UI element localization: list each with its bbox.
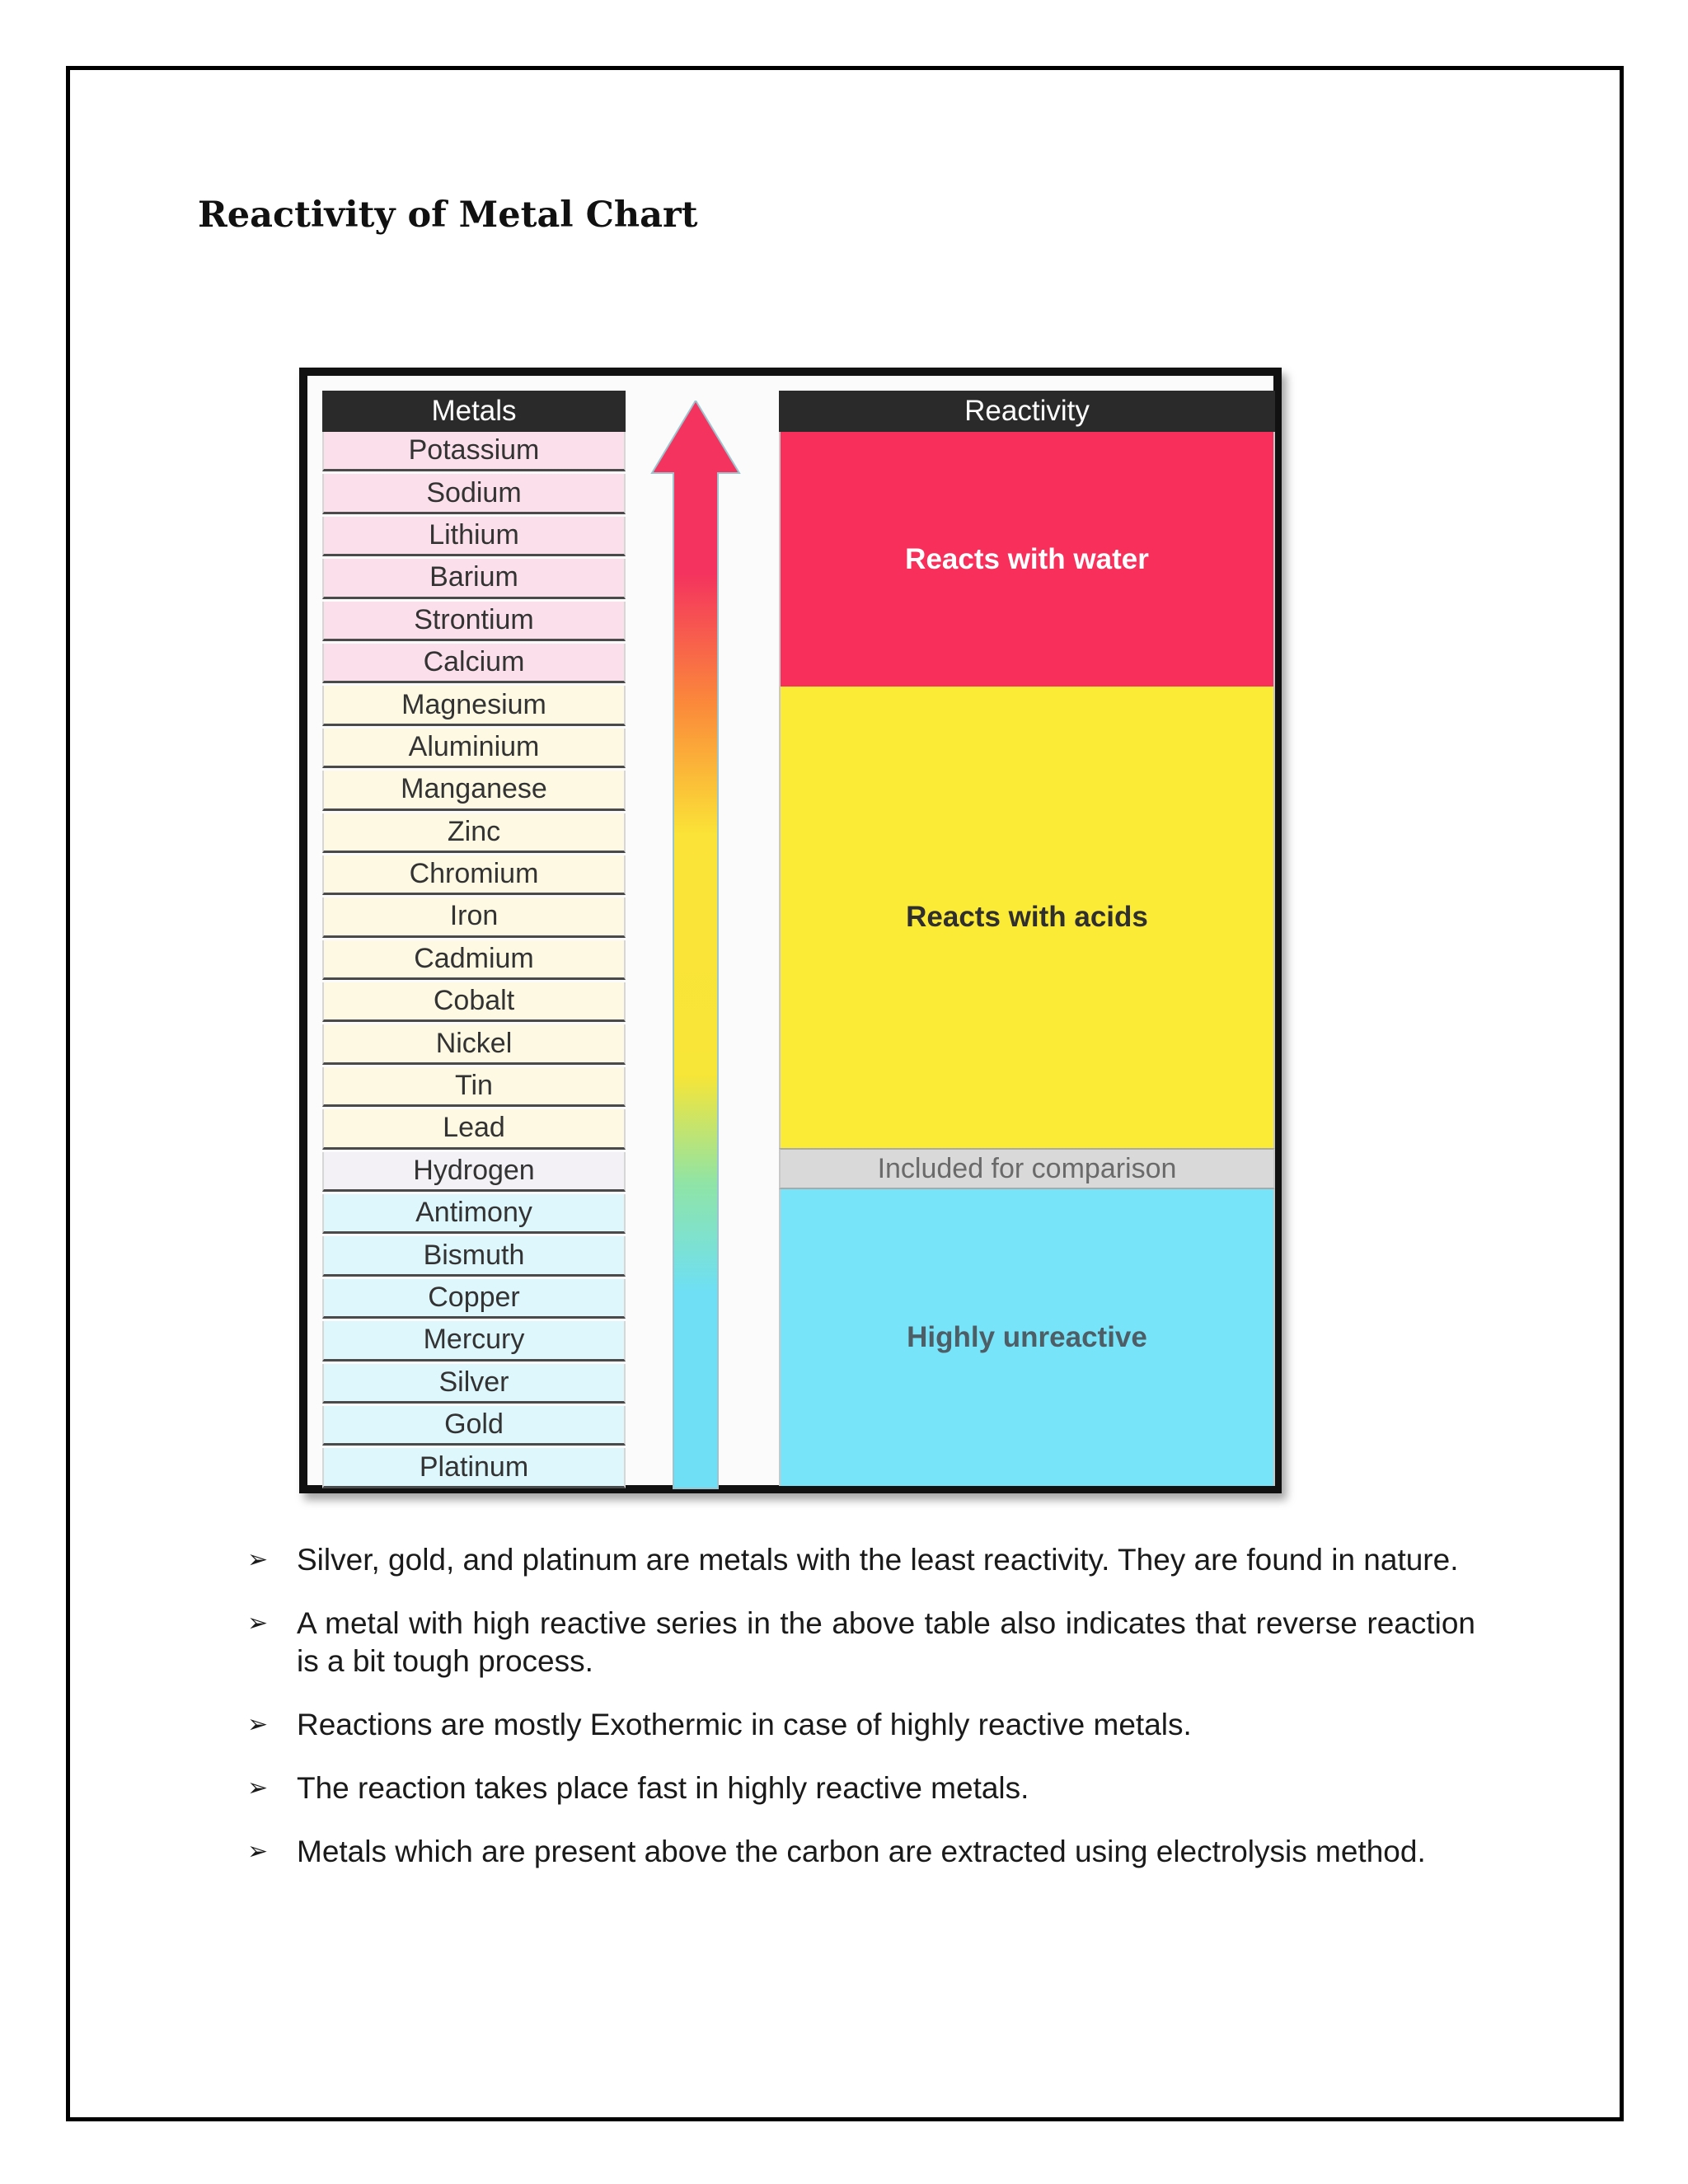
arrowhead-bullet-icon: ➢ bbox=[247, 1774, 269, 1802]
metal-row: Gold bbox=[322, 1406, 626, 1446]
bullet-item bbox=[239, 1769, 1475, 1807]
bullet-text: A metal with high reactive series in the above table also indicates that reverse reaction is a bit tough process. bbox=[297, 1606, 1475, 1678]
arrowhead-bullet-icon: ➢ bbox=[247, 1711, 269, 1738]
bullet-item bbox=[239, 1541, 1475, 1579]
metal-row: Cadmium bbox=[322, 940, 626, 980]
bullet-text: Metals which are present above the carbon are extracted using electrolysis method. bbox=[297, 1835, 1426, 1868]
page-title: Reactivity of Metal Chart bbox=[198, 194, 698, 236]
arrowhead-bullet-icon: ➢ bbox=[247, 1546, 269, 1573]
metal-row: Cobalt bbox=[322, 982, 626, 1022]
metal-row: Zinc bbox=[322, 813, 626, 853]
metals-list bbox=[322, 432, 626, 1488]
metal-row: Platinum bbox=[322, 1448, 626, 1488]
metal-row: Calcium bbox=[322, 644, 626, 683]
reactivity-column bbox=[779, 391, 1275, 1486]
metal-row: Mercury bbox=[322, 1321, 626, 1361]
reactivity-header: Reactivity bbox=[779, 391, 1275, 432]
metal-row: Magnesium bbox=[322, 686, 626, 725]
metal-row: Bismuth bbox=[322, 1236, 626, 1276]
metal-row: Nickel bbox=[322, 1024, 626, 1064]
metal-row: Lithium bbox=[322, 517, 626, 556]
metal-row: Potassium bbox=[322, 432, 626, 471]
metal-row: Barium bbox=[322, 559, 626, 598]
metal-row: Tin bbox=[322, 1067, 626, 1107]
bullet-text: Silver, gold, and platinum are metals with the least reactivity. They are found in nature. bbox=[297, 1543, 1459, 1577]
metal-row: Iron bbox=[322, 898, 626, 937]
metal-row: Hydrogen bbox=[322, 1152, 626, 1192]
metal-row: Manganese bbox=[322, 771, 626, 810]
arrowhead-bullet-icon: ➢ bbox=[247, 1838, 269, 1865]
bullet-item bbox=[239, 1706, 1475, 1744]
metals-column bbox=[322, 391, 626, 1488]
metal-row: Aluminium bbox=[322, 729, 626, 768]
metals-header: Metals bbox=[322, 391, 626, 432]
metal-row: Antimony bbox=[322, 1194, 626, 1234]
band-included-for-comparison: Included for comparison bbox=[779, 1148, 1275, 1189]
metal-row: Copper bbox=[322, 1279, 626, 1319]
arrowhead-bullet-icon: ➢ bbox=[247, 1610, 269, 1637]
band-reacts-with-acids: Reacts with acids bbox=[779, 687, 1275, 1148]
band-highly-unreactive: Highly unreactive bbox=[779, 1189, 1275, 1486]
band-reacts-with-water: Reacts with water bbox=[779, 432, 1275, 687]
metal-row: Strontium bbox=[322, 602, 626, 641]
metal-row: Sodium bbox=[322, 474, 626, 513]
bullet-item bbox=[239, 1605, 1475, 1680]
metal-row: Lead bbox=[322, 1109, 626, 1149]
bullet-item bbox=[239, 1833, 1475, 1871]
bullet-list bbox=[239, 1541, 1475, 1896]
bullet-text: The reaction takes place fast in highly reactive metals. bbox=[297, 1771, 1029, 1805]
reactivity-up-arrow-icon bbox=[650, 401, 741, 1490]
metal-row: Chromium bbox=[322, 855, 626, 895]
reactivity-chart bbox=[299, 368, 1282, 1493]
metal-row: Silver bbox=[322, 1364, 626, 1404]
bullet-text: Reactions are mostly Exothermic in case of highly reactive metals. bbox=[297, 1708, 1192, 1741]
